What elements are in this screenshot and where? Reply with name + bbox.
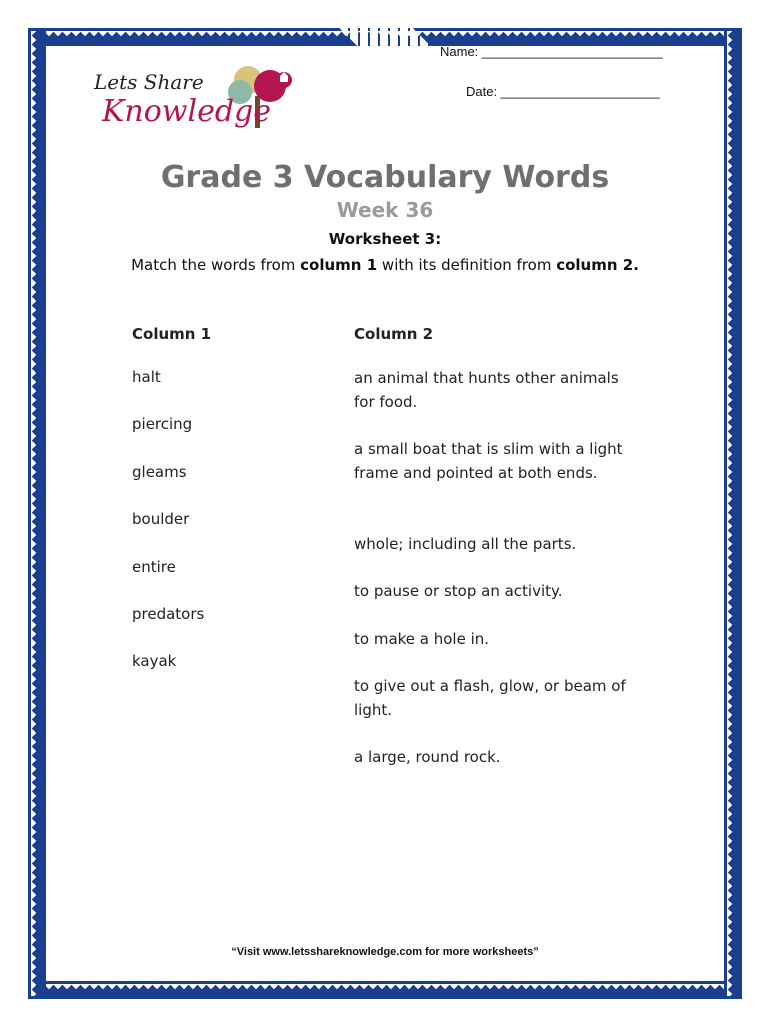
- definition: an animal that hunts other animals for food.: [354, 369, 619, 411]
- page-title: Grade 3 Vocabulary Words: [160, 160, 610, 195]
- vocab-word: halt: [132, 368, 161, 386]
- column-1: [132, 322, 312, 670]
- lets-share-knowledge-logo: [90, 58, 300, 138]
- instruction-text-1: Match the words from: [131, 256, 301, 274]
- date-field[interactable]: Date: ______________________: [466, 84, 660, 99]
- worksheet-number: Worksheet 3:: [328, 230, 442, 248]
- name-field[interactable]: Name: _________________________: [440, 44, 663, 59]
- definition: to give out a flash, glow, or beam of light.: [354, 677, 626, 719]
- definition: a small boat that is slim with a light frame and pointed at both ends.: [354, 440, 623, 482]
- page-border-bottom: [28, 981, 742, 999]
- vocab-word: piercing: [132, 415, 193, 433]
- instruction-column-2: column 2: [556, 256, 634, 274]
- instruction-text-2: with its definition from: [377, 256, 557, 274]
- definition: whole; including all the parts.: [354, 535, 577, 553]
- instruction-column-1: column 1: [300, 256, 378, 274]
- vocab-word: kayak: [132, 652, 177, 670]
- column-2: [354, 322, 654, 766]
- definition: a large, round rock.: [354, 748, 501, 766]
- instruction-period: .: [633, 256, 639, 274]
- definition: to pause or stop an activity.: [354, 582, 563, 600]
- logo-text-knowledge: Knowledge: [102, 94, 271, 129]
- column-1-heading: Column 1: [132, 325, 212, 343]
- logo-text-lets-share: Lets Share: [94, 70, 204, 94]
- column-2-heading: Column 2: [354, 325, 434, 343]
- instructions: [0, 256, 770, 274]
- vocab-word: entire: [132, 558, 176, 576]
- vocab-word: predators: [132, 605, 205, 623]
- footer-website-note: “Visit www.letsshareknowledge.com for more worksheets”: [231, 946, 539, 958]
- week-subtitle: Week 36: [336, 198, 434, 222]
- vocab-word: boulder: [132, 510, 190, 528]
- vocab-word: gleams: [132, 463, 187, 481]
- definition: to make a hole in.: [354, 630, 490, 648]
